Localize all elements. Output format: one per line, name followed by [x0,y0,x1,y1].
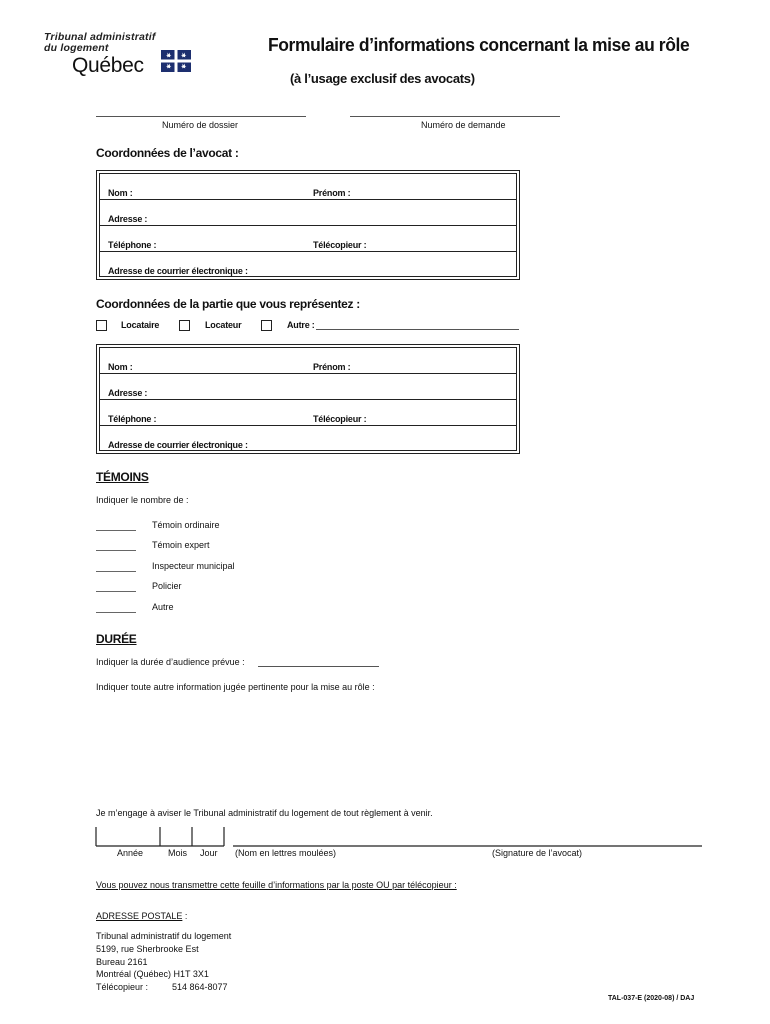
party-telephone-field[interactable]: Téléphone : [108,414,157,424]
mois-field[interactable] [161,830,193,846]
dossier-number-field[interactable] [96,116,306,117]
other-info-area[interactable] [96,698,696,798]
autre-temoin-label: Autre [152,602,174,612]
party-telecopieur-field[interactable]: Télécopieur : [313,414,367,424]
duree-prevue-label: Indiquer la durée d’audience prévue : [96,657,245,667]
policier-label: Policier [152,581,182,591]
duree-prevue-field[interactable] [258,666,379,667]
signature-field[interactable] [490,830,700,846]
postal-heading-colon: : [182,911,188,921]
party-adresse-field[interactable]: Adresse : [108,388,148,398]
party-section-heading: Coordonnées de la partie que vous représentez : [96,297,360,311]
logo-org-line1: Tribunal administratif [44,31,156,43]
address-line-3: Bureau 2161 [96,957,148,967]
temoins-heading: TÉMOINS [96,470,149,484]
logo-quebec: Québec [72,54,144,77]
duree-heading: DURÉE [96,632,137,646]
temoin-ordinaire-label: Témoin ordinaire [152,520,220,530]
party-nom-field[interactable]: Nom : [108,362,133,372]
temoins-instruction: Indiquer le nombre de : [96,495,189,505]
address-line-1: Tribunal administratif du logement [96,931,232,941]
autre-label: Autre : [287,320,315,330]
jour-field[interactable] [193,830,225,846]
temoin-ordinaire-count[interactable] [96,530,136,531]
policier-count[interactable] [96,591,136,592]
lawyer-section-heading: Coordonnées de l’avocat : [96,146,239,160]
locataire-checkbox[interactable] [96,320,107,331]
inspecteur-count[interactable] [96,571,136,572]
temoin-expert-label: Témoin expert [152,540,210,550]
inspecteur-label: Inspecteur municipal [152,561,235,571]
jour-label: Jour [200,848,218,858]
demande-number-label: Numéro de demande [421,120,506,130]
autre-checkbox[interactable] [261,320,272,331]
address-line-2: 5199, rue Sherbrooke Est [96,944,199,954]
party-info-box [96,344,520,454]
party-prenom-field[interactable]: Prénom : [313,362,351,372]
fax-number: 514 864-8077 [172,982,228,992]
party-courriel-field[interactable]: Adresse de courrier électronique : [108,440,248,450]
autre-temoin-count[interactable] [96,612,136,613]
form-code: TAL-037-E (2020-08) / DAJ [608,995,695,1002]
address-line-4: Montréal (Québec) H1T 3X1 [96,969,209,979]
lawyer-courriel-field[interactable]: Adresse de courrier électronique : [108,266,248,276]
temoin-expert-count[interactable] [96,550,136,551]
document-title: Formulaire d’informations concernant la mise au rôle [268,35,690,55]
postal-heading: ADRESSE POSTALE [96,911,183,921]
nom-lettres-label: (Nom en lettres moulées) [235,848,337,858]
lawyer-telephone-field[interactable]: Téléphone : [108,240,157,250]
dossier-number-label: Numéro de dossier [162,120,239,130]
lawyer-telecopieur-field[interactable]: Télécopieur : [313,240,367,250]
lawyer-prenom-field[interactable]: Prénom : [313,188,351,198]
demande-number-field[interactable] [350,116,560,117]
logo-org-line2: du logement [44,42,109,54]
autre-text-field[interactable] [316,329,519,330]
postal-heading-line [96,911,187,921]
annee-label: Année [117,848,144,858]
signature-label: (Signature de l’avocat) [492,848,583,858]
transmission-text: Vous pouvez nous transmettre cette feuille d’informations par la poste OU par télécopieur : [96,880,457,890]
locateur-checkbox[interactable] [179,320,190,331]
locataire-label: Locataire [121,320,160,330]
lawyer-nom-field[interactable]: Nom : [108,188,133,198]
lawyer-adresse-field[interactable]: Adresse : [108,214,148,224]
mois-label: Mois [168,848,188,858]
annee-field[interactable] [97,830,161,846]
other-info-label: Indiquer toute autre information jugée pertinente pour la mise au rôle : [96,682,375,692]
nom-lettres-field[interactable] [235,830,485,846]
quebec-flag-icon [161,50,191,72]
engagement-text: Je m’engage à aviser le Tribunal administratif du logement de tout règlement à venir. [96,808,433,818]
fax-label: Télécopieur : [96,982,149,992]
document-subtitle: (à l’usage exclusif des avocats) [290,71,475,86]
locateur-label: Locateur [205,320,242,330]
lawyer-info-box [96,170,520,280]
